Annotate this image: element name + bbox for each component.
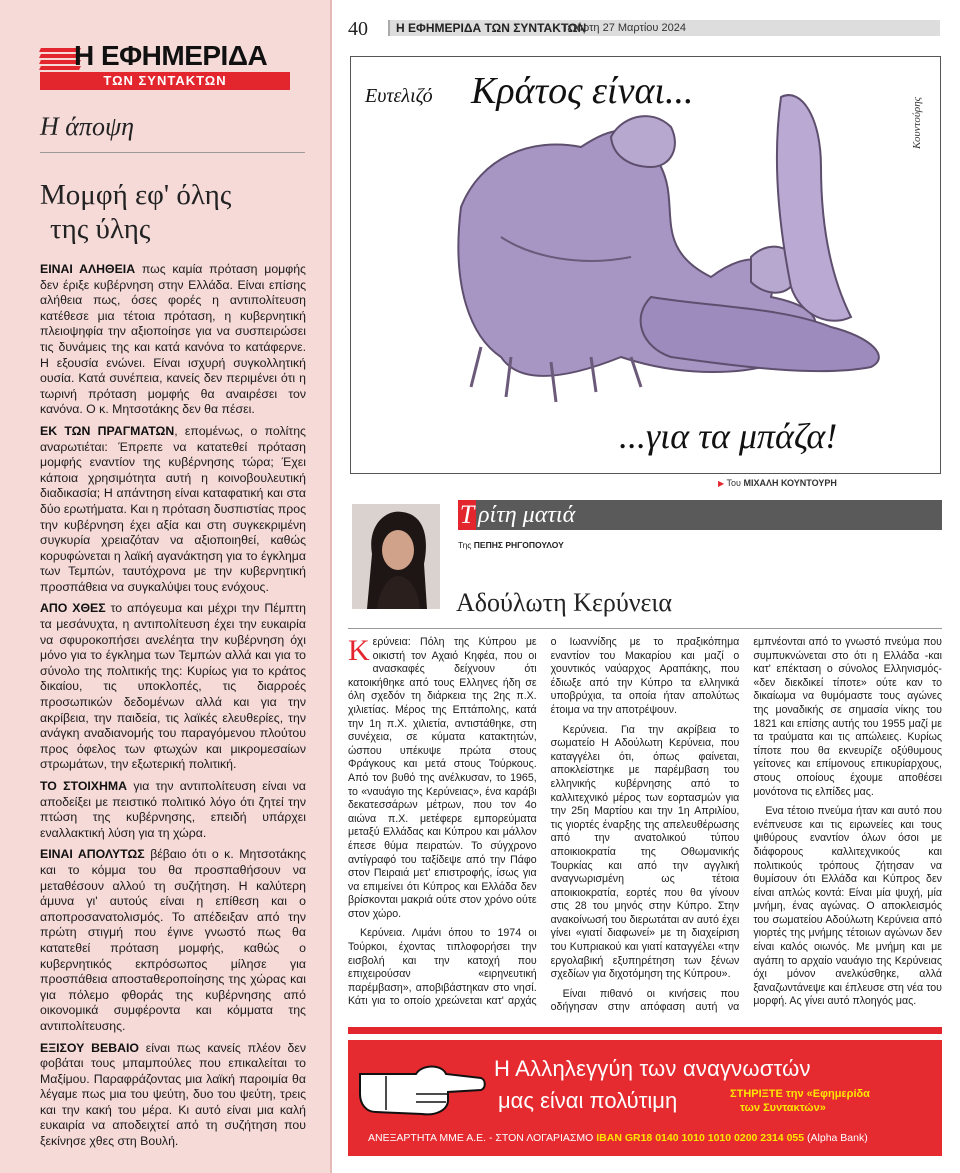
column-header-title: ρίτη ματιά [478, 502, 576, 528]
header-paper-name: Η ΕΦΗΜΕΡΙΔΑ ΤΩΝ ΣΥΝΤΑΚΤΩΝ [396, 21, 587, 35]
editorial-paragraph: ΕΙΝΑΙ ΑΠΟΛΥΤΩΣ βέβαιο ότι ο κ. Μητσοτάκης και το κόμμα του θα προσπαθήσουν να μεταθέσουν αλλού τη συζήτηση. Η καλύτερη άμυνα γι' αυτούς είναι η επίθεση και ο αποπροσανατολισμός. Το απέδειξαν από την πρώτη στιγμή που έγινε γνωστό πως θα κατατεθεί πρόταση μομφής, καθώς ο κυβερνητικός εκπρόσωπος μίλησε για προσπάθεια αποσταθεροποίησης της χώρας και για πόλεμο φθοράς της κυβέρνησης από οικονομικά συμφέροντα και κόμματα της αντιπολίτευσης. [40, 847, 306, 1033]
column-header-initial: Τ [459, 500, 475, 529]
ad-headline-2: μας είναι πολύτιμη [498, 1088, 678, 1113]
cartoon-caption-top: Κράτος είναι... [471, 70, 694, 112]
editorial-paragraph: ΕΚ ΤΩΝ ΠΡΑΓΜΑΤΩΝ, επομένως, ο πολίτης αναρωτιέται: Έπρεπε να κατατεθεί πρόταση μομφής εναντίον της κυβέρνησης τώρα; Έχει κάποια χρησιμότητα αυτή η κοινοβουλευτική διαδικασία; Η απάντηση είναι καταφατική και στα δύο ερωτήματα. Και η πρόταση δυσπιστίας προς την κυβέρνηση έχει αξία και στη συγκεκριμένη συγκυρία χρειαζόταν να αξιοποιηθεί, καθώς κορυφώνεται η λαϊκή αγανάκτηση για το έγκλημα των Τεμπών, ταυτόχρονα με την κυβερνητική προσπάθεια να συγκαλύψει τους ενόχους. [40, 423, 306, 594]
masthead-subtitle: ΤΩΝ ΣΥΝΤΑΚΤΩΝ [40, 72, 290, 90]
dropcap: Κ [348, 634, 370, 667]
solidarity-ad [348, 1040, 942, 1156]
column-paragraph: Ενα τέτοιο πνεύμα ήταν και αυτό που ενέπνευσε και τις ειρωνείες και τους ψιθύρους εναντίον όλων όσοι με διάφορους καλλιτεχνικούς και πολιτικούς τρόπους ζήτησαν να θυμίσουν ότι Ελλάδα και Κύπρος δεν είναι απλώς κοντά: Είναι μία ψυχή, μία μνήμη, ένας αγώνας. Ο αποκλεισμός του σωματείου Αδούλωτη Κερύνεια από γιορτές της μνήμης τέτοιων αγώνων δεν είναι καλός οιωνός. Με μνήμη και με αγάπη το αρχαίο ναυάγιο της Κερύνειας όχι μόνον ανελκύσθηκε, αλλά ξαναζωντάνεψε και έπλευσε στη νέα του μορφή. Ας γίνει αυτό πλοηγός μας. [753, 805, 942, 1008]
column-author: Της ΠΕΠΗΣ ΡΗΓΟΠΟΥΛΟΥ [458, 540, 564, 550]
editorial-paragraph: ΕΙΝΑΙ ΑΛΗΘΕΙΑ πως καμία πρόταση μομφής δεν έριξε κυβέρνηση στην Ελλάδα. Είναι επίσης αλήθεια πως, όσες φορές η αντιπολίτευση κατέθεσε μια τέτοια πρόταση, η κυβερνητική πλειοψηφία την αξιοποίησε για να συσπειρώσει τις δυνάμεις της και κατά κανόνα το κατάφερνε. Η εξουσία ενώνει. Είναι ισχυρή συγκολλητική ουσία. Κατά συνέπεια, κανείς δεν περιμένει ότι η τωρινή πρόταση μομφής θα αναιρέσει τον κανόνα. Ο κ. Μητσοτάκης δεν θα πέσει. [40, 262, 306, 417]
ad-cta: ΣΤΗΡΙΞΤΕ την «Εφημερίδα [730, 1088, 870, 1100]
cartoon [350, 56, 941, 474]
column-title: Αδούλωτη Κερύνεια [456, 588, 672, 617]
column-paragraph: Είναι πιθανό οι κινήσεις που οδήγησαν στην απόφαση αυτή να εμπνέονται από το γνωστό πνεύμα που συμπυκνώνεται στο ότι η Ελλάδα -και κατ' επέκταση ο σύνολος Ελληνισμός- «δεν διεκδικεί τίποτε» ούτε καν το δικαίωμα να θυμόμαστε τους αγώνες της μοναδικής σε σημασία νίκης του 1821 και επίσης αυτής του 1955 μαζί με τα τραύματα και τις απώλειες. Κυρίως τίποτε που θα εκνευρίζε οξύθυμους γείτονες και επίμονους επικυρίαρχους, στους οποίους έχουμε αποθέσει μονότονα τις ελπίδες μας. [550, 636, 942, 1014]
author-portrait-icon [352, 504, 440, 609]
ad-bank-details: ΑΝΕΞΑΡΤΗΤΑ ΜΜΕ Α.Ε. - ΣΤΟΝ ΛΟΓΑΡΙΑΣΜΟ IBAN GR18 0140 1010 1010 0200 2314 055 (Alpha Bank) [368, 1132, 868, 1144]
section-label: Η άποψη [40, 112, 134, 141]
arrow-icon: ▶ [718, 479, 725, 488]
cartoon-credit: ▶ Του ΜΙΧΑΛΗ ΚΟΥΝΤΟΥΡΗ [718, 478, 837, 488]
editorial-body [40, 262, 306, 1156]
cartoon-caption-small: Ευτελιζό [365, 85, 433, 107]
masthead-title: Η ΕΦΗΜΕΡΙΔΑ [74, 40, 268, 71]
divider [348, 628, 942, 629]
editorial-paragraph: ΤΟ ΣΤΟΙΧΗΜΑ για την αντιπολίτευση είναι να αποδείξει με πειστικό πολιτικό λόγο ότι ζητεί την πτώση της κυβέρνησης, επειδή υπάρχει εναλλακτική λύση για τη χώρα. [40, 779, 306, 840]
cartoon-signature: Κουντούρης [911, 96, 923, 149]
column-paragraph: Κερύνεια. Λιμάνι όπου το 1974 οι Τούρκοι, έχοντας τιπλοφορήσει την εισβολή και την κατοχή που επιχειρούσαν «ειρηνευτική παρέμβαση», αποβιβάστηκαν στο νησί. Κάτι για το οποίο χρεώνεται κατ' αρχάς ο Ιωαννίδης με το πραξικόπημα εναντίον του Μακαρίου και μαζί ο χουντικός ναύαρχος Αραπάκης, που έδιωξε από την Κύπρο τα ελληνικά υποβρύχια, τα οποία ήταν απολύτως έτοιμα να την αποτρέψουν. [348, 636, 740, 1008]
author-photo [352, 504, 440, 609]
column-paragraph: Κερύνεια. Για την ακρίβεια το σωματείο Η Αδούλωτη Κερύνεια, που καταγγέλει ότι, όπως φαίνεται, αποκλείστηκε με παρέμβαση του ελληνικής κυβέρνησης από το καλλιτεχνικό μέρος των εορτασμών για την 25η Μαρτίου και την 1η Απριλίου, τις γιορτές έναρξης της απελευθέρωσης από την ανατολικού τύπου αποικιοκρατία της Οθωμανικής Τουρκίας και από την αγγλική αναγνωρισμένη ως τέτοια αποικιοκρατία, εορτές που θα γίνουν στις 28 του μηνός στην Κύπρο. Στην ανακοίνωσή του διερωτάται αν αυτό έχει γίνει «γιατί διαφωνεί» με τη διαχείριση του Κυπριακού και γιατί καταγγέλει «την εργολαβική εξυπηρέτηση των ξένων σχεδίων για διχοτόμηση της Κύπρου». [550, 723, 740, 981]
ad-headline: Η Αλληλεγγύη των αναγνωστών [494, 1056, 811, 1081]
column-body [348, 636, 942, 1016]
page-number: 40 [348, 18, 368, 40]
cartoon-drawing [351, 57, 941, 474]
ad-divider [348, 1027, 942, 1034]
editorial-title-line1: Μομφή εφ' όλης [40, 179, 232, 211]
editorial-paragraph: ΕΞΙΣΟΥ ΒΕΒΑΙΟ είναι πως κανείς πλέον δεν φοβάται τους μπαμπούλες που επικαλείται το Μαξίμου. Παραφράζοντας μια λαϊκή παροιμία θα λέγαμε πως μια του ψεύτη, δυο του ψεύτη, τρεις και την κακή του μέρα. Κι αυτό είναι μια καλή ευκαιρία να αποδειχτεί από τη συζήτηση που ξεκίνησε χθες στη Βουλή. [40, 1040, 306, 1149]
editorial-column [0, 0, 332, 1173]
editorial-title-line2: της ύλης [50, 213, 151, 245]
cartoon-caption-bottom: ...για τα μπάζα! [619, 416, 838, 456]
editorial-title [40, 178, 300, 246]
column-paragraph: Κερύνεια: Πόλη της Κύπρου με οικιστή τον Αχαιό Κηφέα, που οι ανασκαφές δείχνουν ότι κατοικήθηκε από τους Ελληνες ήδη σε όλη σχεδόν τη διάρκεια της 2ης π.Χ. χιλιετίας. Μέρος της Επτάπολης, κατά την 1η π.Χ. χιλιετία, αντιστάθηκε, στη συνέχεια, σε κύματα κατακτητών, ώσπου υπέκυψε πρώτα στους Φράγκους και μετά στους Τούρκους. Από τον βυθό της ανέλκυσαν, το 1965, το «ναυάγιο της Κερύνειας», ένα καράβι δεκατεσσάρων μέτρων, που τον 4ο αιώνα π.Χ. μετέφερε εμπορεύματα μεταξύ Ελλάδας και Κύπρου και μάλλον έπεσε θύμα πειρατών. Το σύγχρονο αντίγραφό του ταξίδεψε από την Πάφο στον Πειραιά μετ' επιστροφής, ίσως για να επιμείνει ότι Κύπρος και Ελλάδα δεν βρίσκονται μακριά ούτε στον χρόνο ούτε στον χώρο. [348, 634, 537, 920]
pointing-hand-icon [356, 1054, 486, 1124]
editorial-paragraph: ΑΠΟ ΧΘΕΣ το απόγευμα και μέχρι την Πέμπτη τα μεσάνυχτα, η αντιπολίτευση έχει την ευκαιρία να σφυροκοπήσει ανελέητα την κυβέρνηση όχι μόνο για το έγκλημα των Τεμπών αλλά και για το σύνολο της πολιτικής της: Κυρίως για το κράτος δικαίου, τις υποκλοπές, τις διαρροές προσωπικών δεδομένων αλλά και για την ακρίβεια, την παιδεία, τις λαϊκές ελευθερίες, την ανάγκη αναδιανομής του παραγόμενου πλούτου προς όφελος των φτωχών και μικρομεσαίων στρωμάτων, την εξωτερική πολιτική. [40, 601, 306, 772]
header-date: Τετάρτη 27 Μαρτίου 2024 [562, 22, 686, 34]
ad-cta-2: των Συντακτών» [740, 1102, 826, 1114]
divider [40, 152, 305, 153]
